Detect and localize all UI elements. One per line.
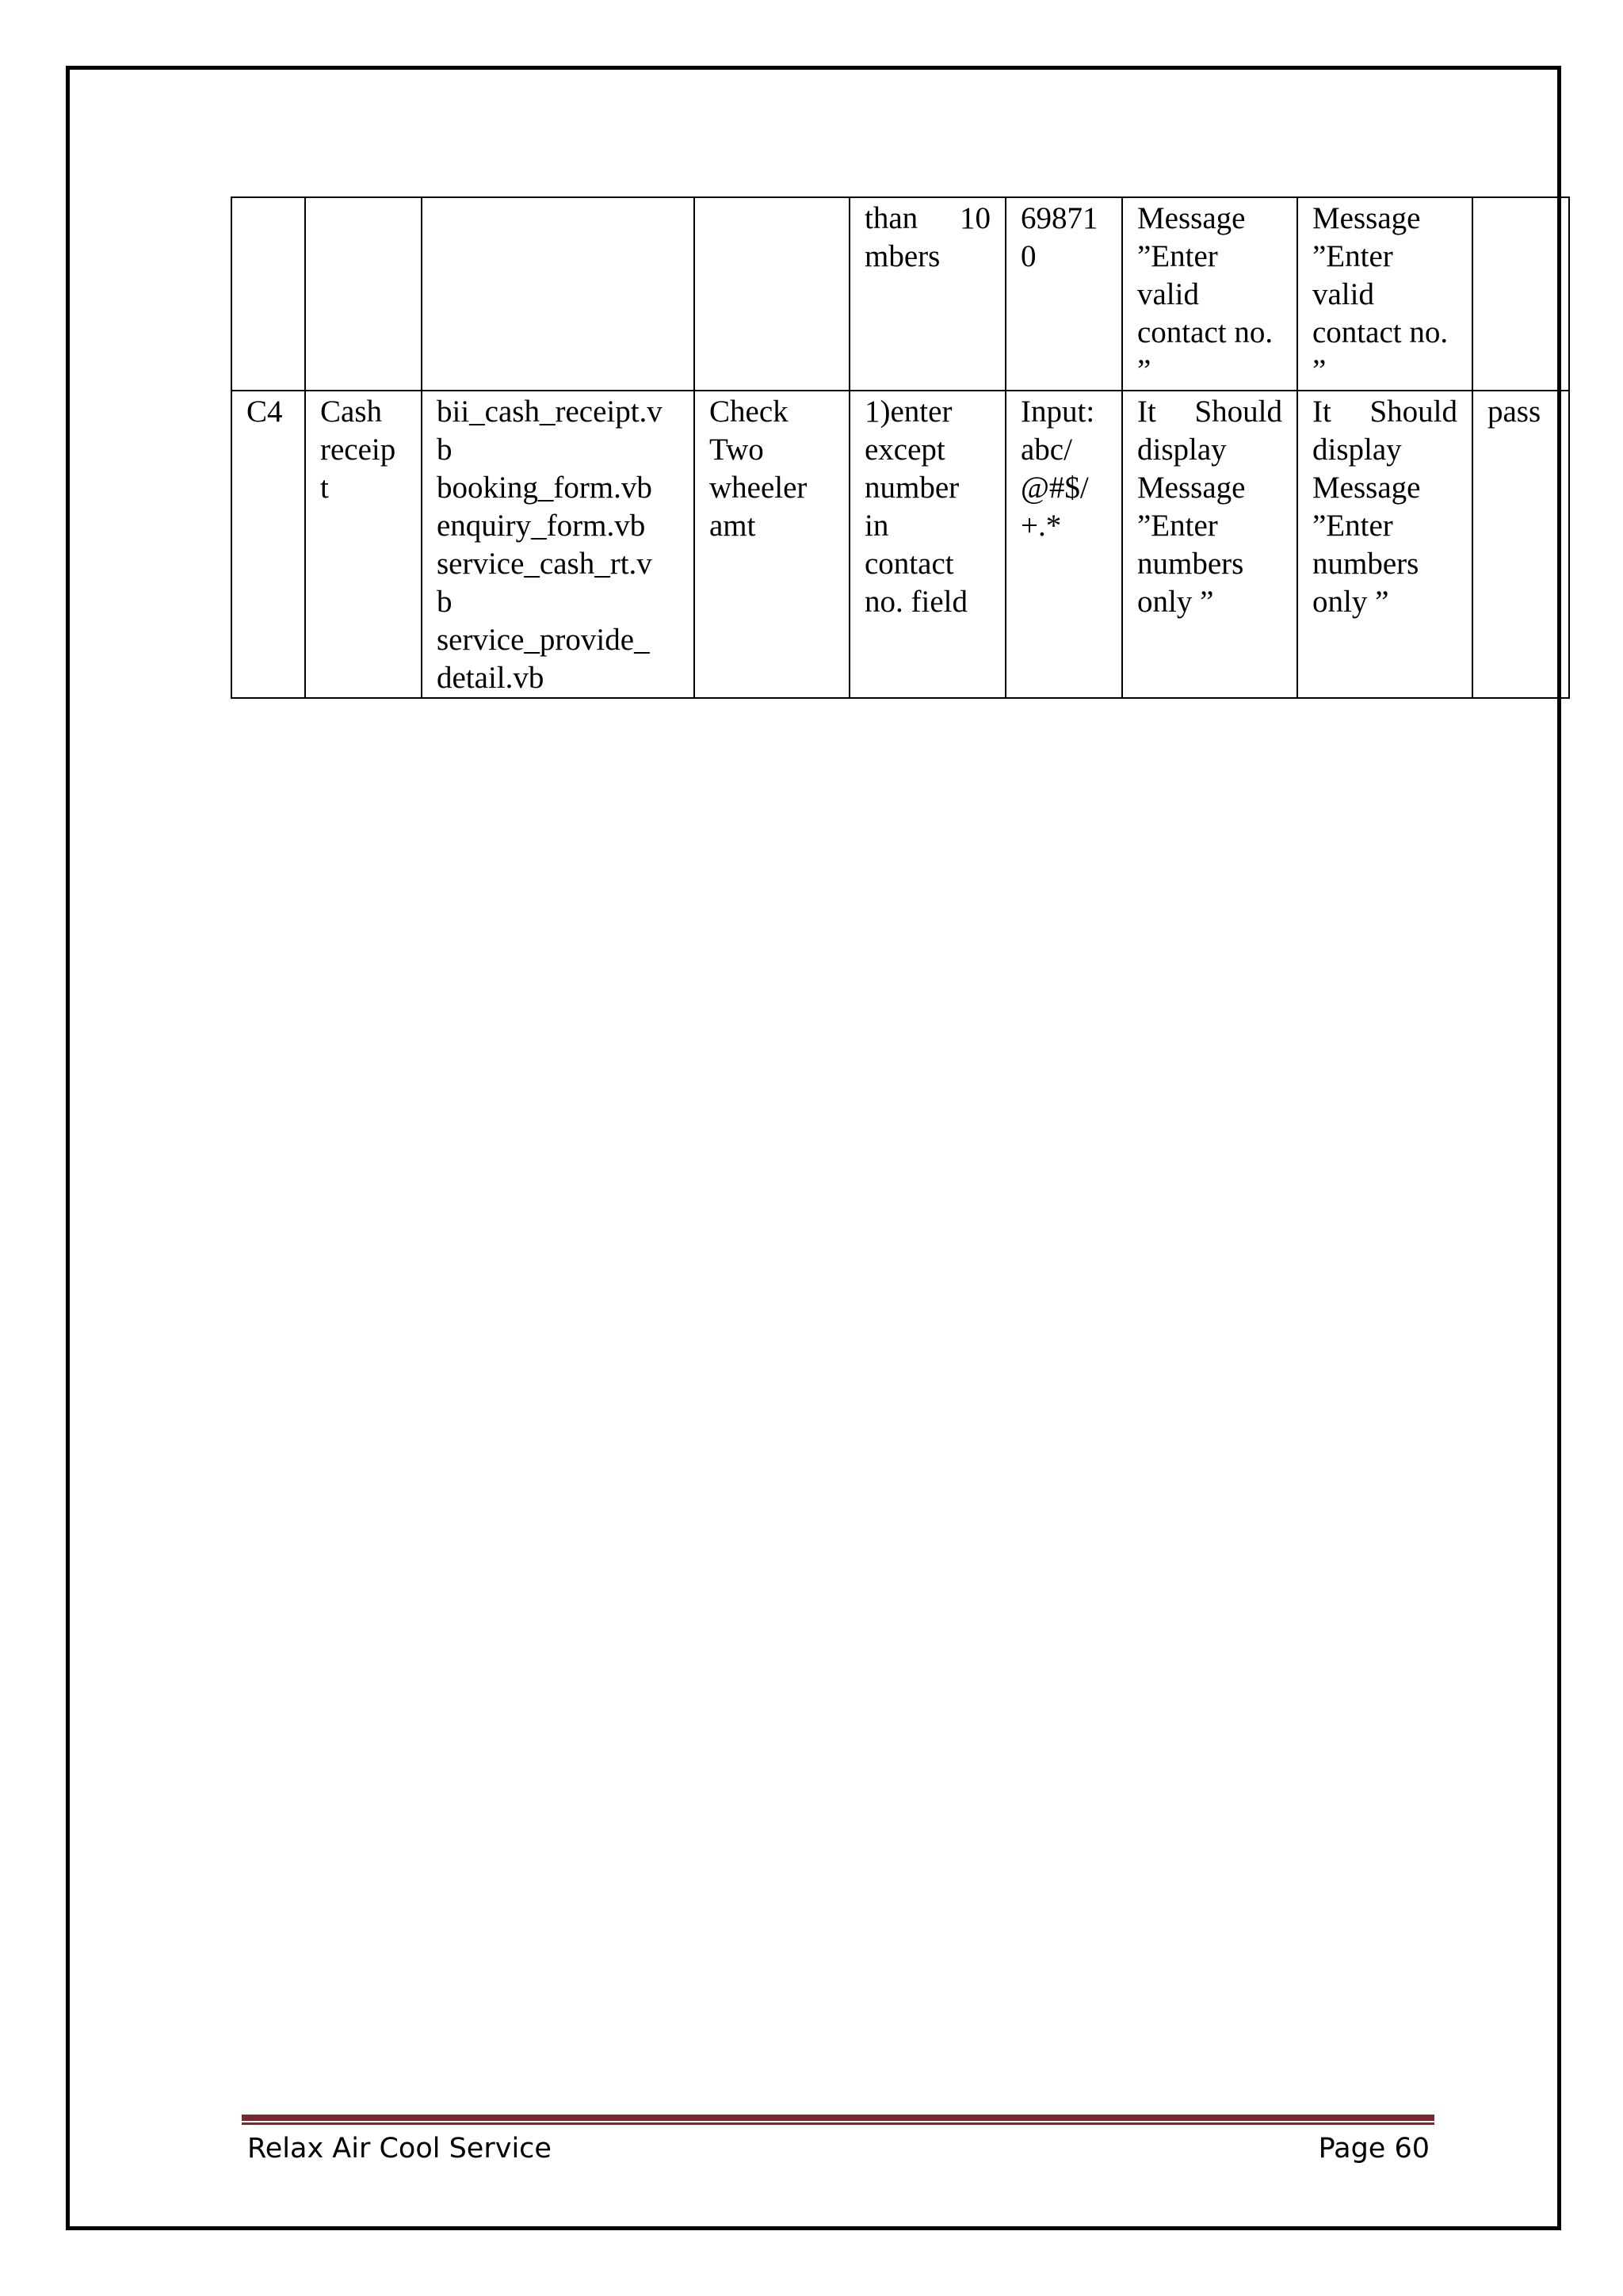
cell-text-line: ”Enter [1312, 239, 1393, 273]
cell-text-line: than 10 [865, 201, 991, 235]
cell-text-line: bii_cash_receipt.v [437, 395, 663, 429]
cell-text-line: wheeler [709, 471, 808, 505]
cell-text-line: no. field [865, 585, 968, 619]
cell-description [694, 391, 850, 698]
cell-text-line: Message [1137, 201, 1246, 235]
status-text: pass [1487, 395, 1541, 429]
footer-rule [242, 2115, 1434, 2126]
cell-text-line: It Should [1137, 395, 1282, 429]
cell-input [1006, 391, 1122, 698]
cell-text-line: in [865, 509, 889, 543]
cell-input [1006, 197, 1122, 391]
cell-text-line: 1)enter [865, 395, 953, 429]
cell-text-line: abc/ [1021, 433, 1072, 467]
cell-text-line: 69871 [1021, 201, 1098, 235]
cell-text-line: t [320, 471, 329, 505]
cell-text-line: display [1312, 433, 1402, 467]
cell-text-line: ”Enter [1137, 239, 1218, 273]
cell-module [305, 197, 422, 391]
cell-text-line: only ” [1312, 585, 1389, 619]
cell-text-line: ” [1312, 353, 1327, 387]
footer-rule-thin [242, 2122, 1434, 2125]
cell-expected [1122, 391, 1297, 698]
cell-text-line: Message [1312, 471, 1421, 505]
cell-text-line: numbers [1312, 547, 1419, 581]
cell-files [422, 391, 694, 698]
cell-text-line: Two [709, 433, 764, 467]
cell-id [231, 197, 305, 391]
test-case-table [231, 196, 1570, 699]
cell-text-line: b [437, 433, 453, 467]
cell-actual [1297, 391, 1472, 698]
cell-steps [850, 391, 1006, 698]
cell-id: C4 [231, 391, 305, 698]
cell-text-line: valid [1312, 277, 1374, 311]
cell-text-line: contact no. [1137, 315, 1274, 349]
cell-status [1472, 197, 1569, 391]
cell-steps [850, 197, 1006, 391]
cell-text-line: detail.vb [437, 661, 544, 695]
cell-text-line: receip [320, 433, 396, 467]
cell-text-line: Message [1312, 201, 1421, 235]
cell-text-line: booking_form.vb [437, 471, 652, 505]
footer-page-number: Page 60 [1318, 2133, 1430, 2164]
cell-text-line: ” [1137, 353, 1151, 387]
cell-files [422, 197, 694, 391]
cell-text-line: numbers [1137, 547, 1244, 581]
cell-text-line: +.* [1021, 509, 1062, 543]
footer-rule-thick [242, 2115, 1434, 2121]
cell-text-line: display [1137, 433, 1227, 467]
cell-expected [1122, 197, 1297, 391]
cell-actual [1297, 197, 1472, 391]
cell-text-line: Cash [320, 395, 382, 429]
cell-text-line: Input: [1021, 395, 1095, 429]
cell-description [694, 197, 850, 391]
cell-text-line: service_provide_ [437, 623, 650, 657]
cell-text-line: number [865, 471, 960, 505]
cell-text-line: b [437, 585, 453, 619]
cell-module [305, 391, 422, 698]
cell-text-line: enquiry_form.vb [437, 509, 646, 543]
cell-text-line: 0 [1021, 239, 1037, 273]
cell-text-line: except [865, 433, 945, 467]
cell-text-line: service_cash_rt.v [437, 547, 652, 581]
cell-text-line: It Should [1312, 395, 1457, 429]
cell-text-line: mbers [865, 239, 941, 273]
cell-text-line: ”Enter [1137, 509, 1218, 543]
cell-text-line: Message [1137, 471, 1246, 505]
cell-text-line: only ” [1137, 585, 1214, 619]
cell-text-line: ”Enter [1312, 509, 1393, 543]
table-row [231, 391, 1569, 698]
cell-text-line: @#$/ [1021, 471, 1089, 505]
cell-text-line: amt [709, 509, 756, 543]
cell-text-line: valid [1137, 277, 1199, 311]
cell-text-line: Check [709, 395, 789, 429]
table-row [231, 197, 1569, 391]
cell-text-line: contact no. [1312, 315, 1449, 349]
footer-project-name: Relax Air Cool Service [247, 2133, 552, 2164]
cell-text-line: contact [865, 547, 954, 581]
cell-status [1472, 391, 1569, 698]
